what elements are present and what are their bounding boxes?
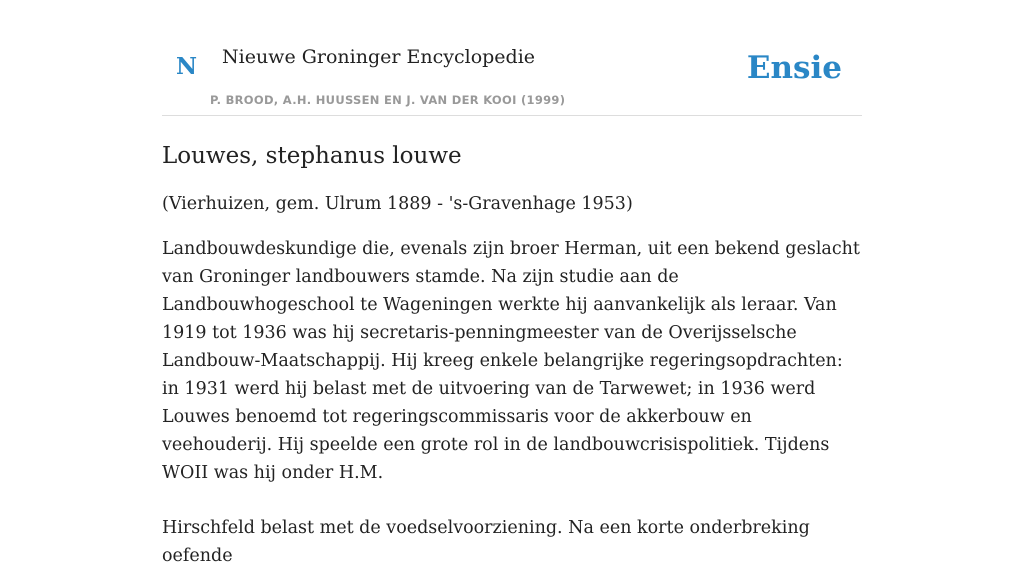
publication-logo[interactable]: N (176, 53, 198, 80)
ensie-logo[interactable]: Ensie (746, 50, 842, 86)
page (162, 0, 862, 570)
entry-subtitle: (Vierhuizen, gem. Ulrum 1889 - 's-Gravenhage 1953) (162, 193, 633, 214)
entry-paragraph: Landbouwdeskundige die, evenals zijn broer Herman, uit een bekend geslacht van Groninger landbouwers stamde. Na zijn studie aan de Landbouwhogeschool te Wageningen werkte hij aanvankelijk als leraar. Van 1919 tot 1936 was hij secretaris-penningmeester van de Overijsselsche Landbouw-Maatschappij. Hij kreeg enkele belangrijke regeringsopdrachten: in 1931 werd hij belast met de uitvoering van de Tarwewet; in 1936 werd Louwes benoemd tot regeringscommissaris voor de akkerbouw en veehouderij. Hij speelde een grote rol in de landbouwcrisispolitiek. Tijdens WOII was hij onder H.M. (162, 239, 860, 484)
page-header (162, 0, 862, 116)
book-title-link[interactable]: Nieuwe Groninger Encyclopedie (222, 46, 536, 68)
book-authors: P. BROOD, A.H. HUUSSEN EN J. VAN DER KOOI (1999) (210, 93, 566, 107)
entry-title: Louwes, stephanus louwe (162, 143, 462, 169)
entry-paragraph: Hirschfeld belast met de voedselvoorziening. Na een korte onderbreking oefende (162, 518, 810, 567)
